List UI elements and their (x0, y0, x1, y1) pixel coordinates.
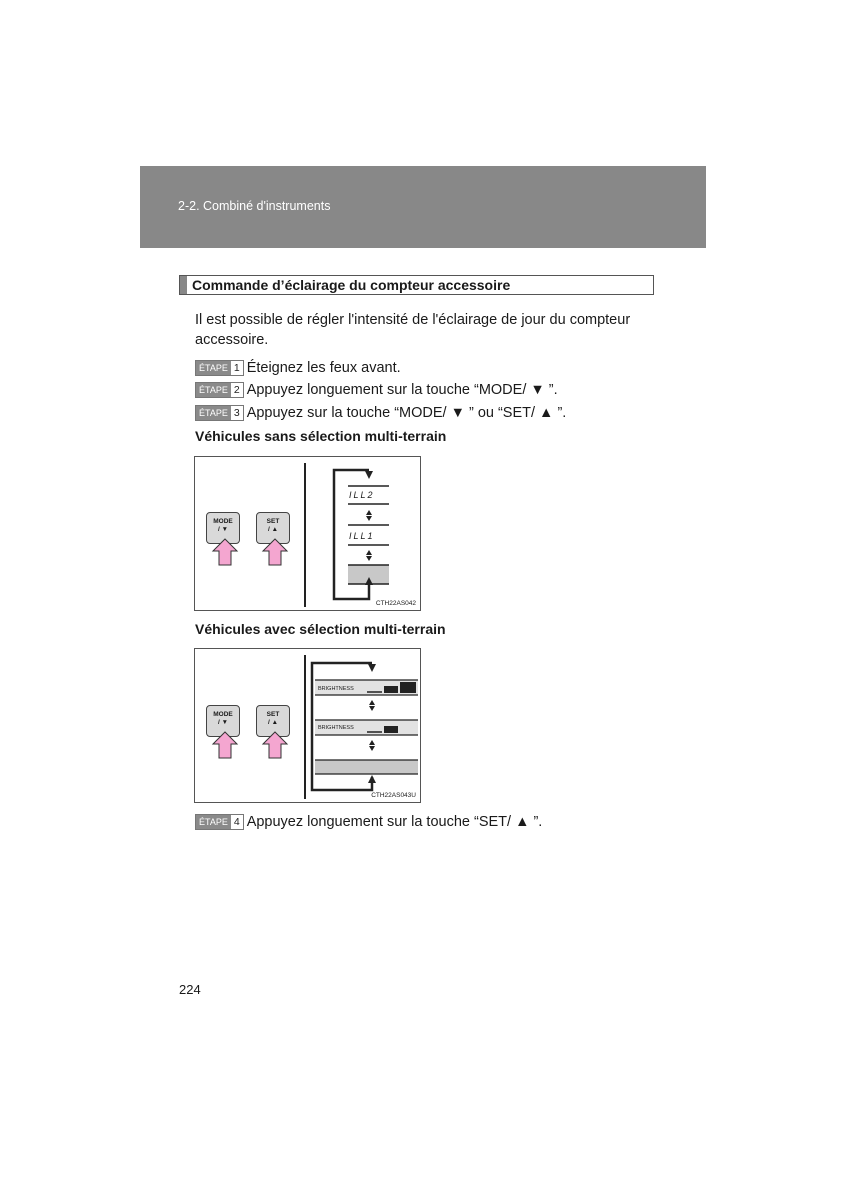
press-arrow-icon (213, 732, 237, 758)
arrow-up-icon (369, 740, 375, 745)
figure-1-graphics (195, 457, 422, 612)
set-button-illustration: SET / ▲ (256, 512, 290, 544)
step-2 (195, 381, 558, 399)
step-badge-number: 2 (231, 383, 243, 397)
step-text: Appuyez sur la touche “MODE/ ▼ ” ou “SET/ ▲ ”. (246, 405, 567, 421)
page-number: 224 (179, 982, 201, 997)
arrow-up-icon (369, 700, 375, 705)
brightness-level-bar (384, 726, 398, 733)
step-badge-number: 4 (231, 815, 243, 829)
step-badge (195, 360, 244, 376)
step-badge-label: ÉTAPE (196, 361, 231, 375)
brightness-label: BRIGHTNESS (318, 686, 354, 692)
step-badge-number: 1 (231, 361, 243, 375)
blank-display-segment (315, 760, 418, 774)
display-ill2: ILL2 (349, 490, 375, 500)
step-badge-label: ÉTAPE (196, 383, 231, 397)
arrow-up-icon (368, 775, 376, 783)
arrow-down-icon (368, 664, 376, 672)
arrow-down-icon (369, 746, 375, 751)
chapter-header-band (140, 166, 706, 248)
step-3 (195, 404, 566, 422)
arrow-down-icon (369, 706, 375, 711)
arrow-up-icon (366, 550, 372, 555)
arrow-down-icon (366, 556, 372, 561)
step-text: Appuyez longuement sur la touche “MODE/ ▼ ”. (246, 382, 558, 398)
section-title: 2-2. Combiné d'instruments (178, 199, 331, 213)
set-button-illustration: SET / ▲ (256, 705, 290, 737)
mode-button-illustration: MODE / ▼ (206, 705, 240, 737)
arrow-down-icon (366, 516, 372, 521)
figure-1 (194, 456, 421, 611)
brightness-label: BRIGHTNESS (318, 725, 354, 731)
press-arrow-icon (213, 539, 237, 565)
brightness-level-bar (400, 682, 416, 693)
step-badge (195, 814, 244, 830)
step-badge-number: 3 (231, 406, 243, 420)
subheading-accent-bar (180, 276, 187, 294)
step-badge-label: ÉTAPE (196, 815, 231, 829)
figure-code: CTH22AS042 (375, 600, 416, 607)
step-text: Éteignez les feux avant. (246, 360, 401, 376)
subheading-box (179, 275, 654, 295)
figure-2-graphics (195, 649, 422, 804)
subheading-text: Commande d’éclairage du compteur accessoire (192, 277, 511, 293)
brightness-level-bar (384, 686, 398, 693)
press-arrow-icon (263, 732, 287, 758)
arrow-down-icon (365, 471, 373, 479)
step-4 (195, 813, 542, 831)
figure-2 (194, 648, 421, 803)
display-ill1: ILL1 (349, 531, 375, 541)
arrow-up-icon (366, 510, 372, 515)
press-arrow-icon (263, 539, 287, 565)
step-text: Appuyez longuement sur la touche “SET/ ▲ ”. (246, 814, 543, 830)
figure-2-heading: Véhicules avec sélection multi-terrain (195, 621, 446, 637)
step-1 (195, 359, 401, 377)
step-badge-label: ÉTAPE (196, 406, 231, 420)
step-badge (195, 405, 244, 421)
mode-button-illustration: MODE / ▼ (206, 512, 240, 544)
intro-paragraph: Il est possible de régler l'intensité de l'éclairage de jour du compteur accessoire. (195, 312, 631, 348)
figure-code: CTH22AS043U (371, 792, 416, 799)
step-badge (195, 382, 244, 398)
figure-1-heading: Véhicules sans sélection multi-terrain (195, 428, 447, 444)
